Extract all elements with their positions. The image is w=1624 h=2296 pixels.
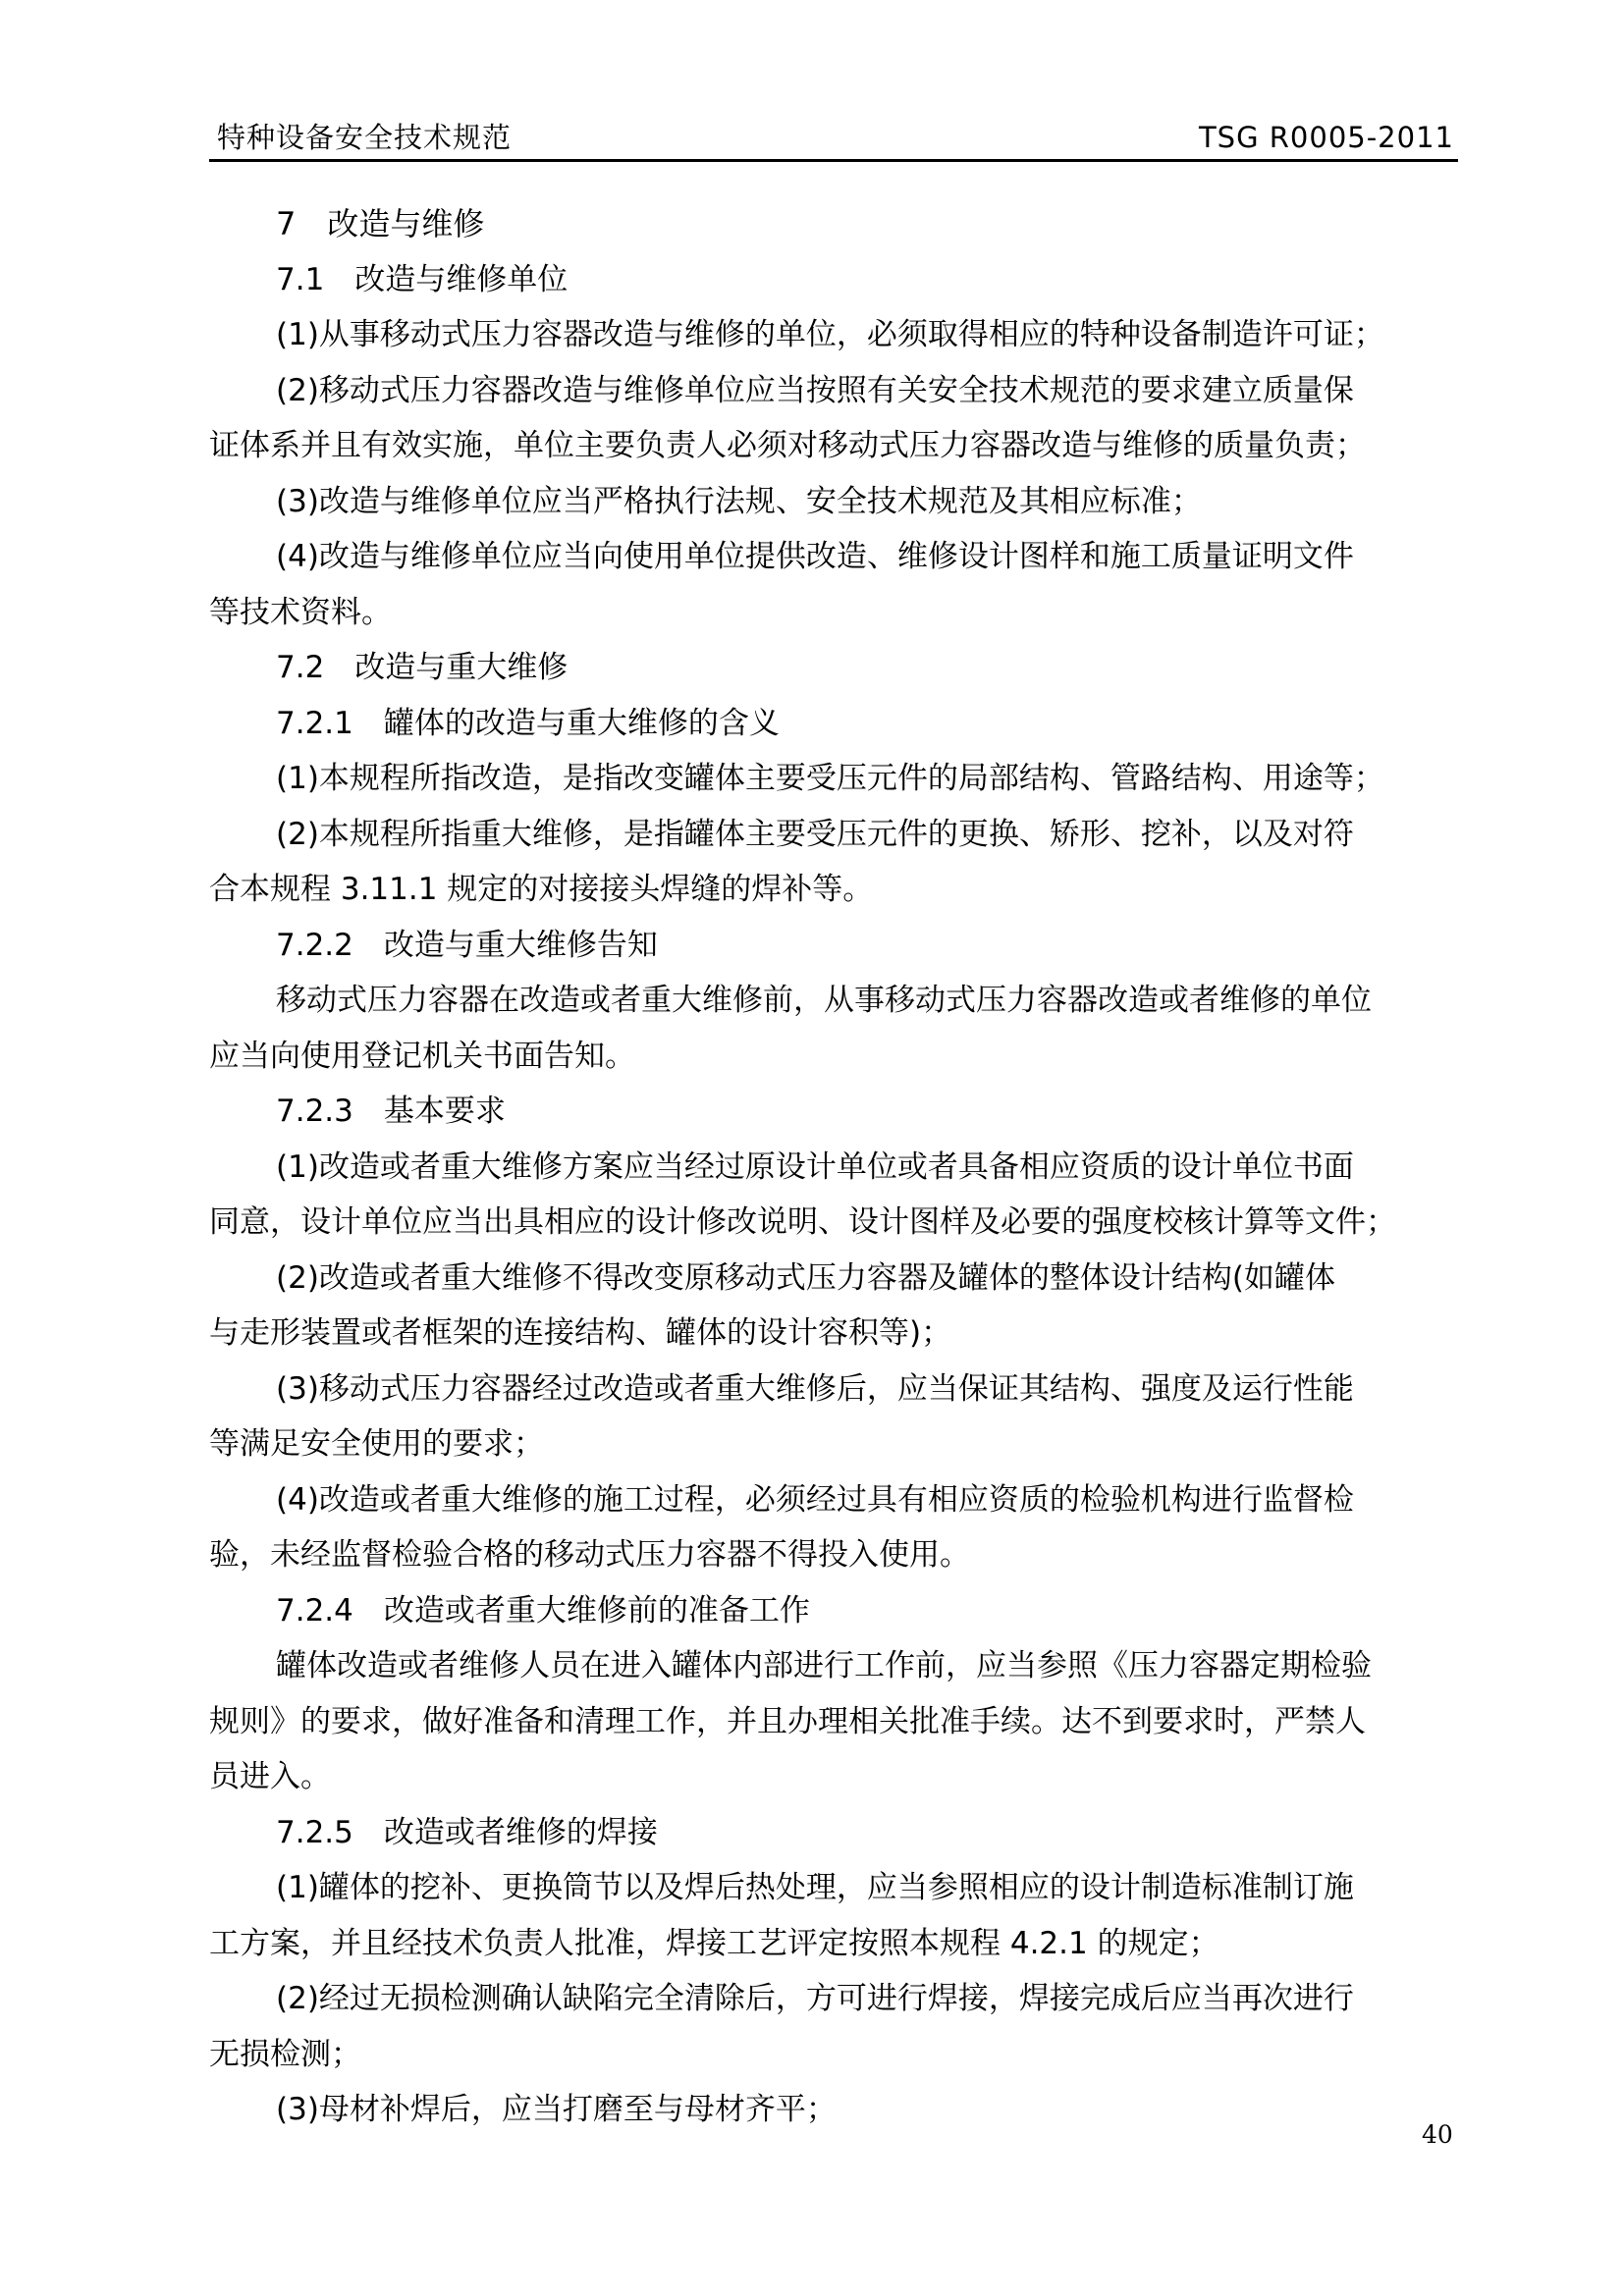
subsubsection-heading: 7.2.4 改造或者重大维修前的准备工作 (276, 1592, 810, 1629)
paragraph-line: (1)罐体的挖补、更换筒节以及焊后热处理，应当参照相应的设计制造标准制订施 (276, 1870, 1354, 1905)
subsubsection-heading: 7.2.1 罐体的改造与重大维修的含义 (276, 705, 780, 741)
paragraph-line: (3)改造与维修单位应当严格执行法规、安全技术规范及其相应标准； (276, 483, 1202, 519)
paragraph-line: (4)改造与维修单位应当向使用单位提供改造、维修设计图样和施工质量证明文件 (276, 539, 1354, 574)
section-heading: 7 改造与维修 (276, 205, 485, 242)
paragraph-line: 同意，设计单位应当出具相应的设计修改说明、设计图样及必要的强度校核计算等文件； (209, 1204, 1396, 1240)
paragraph-line: 等满足安全使用的要求； (209, 1426, 544, 1462)
subsubsection-heading: 7.2.5 改造或者维修的焊接 (276, 1814, 658, 1850)
paragraph-line: (2)经过无损检测确认缺陷完全清除后，方可进行焊接，焊接完成后应当再次进行 (276, 1981, 1354, 2016)
document-body (209, 196, 1458, 2138)
paragraph-line: (4)改造或者重大维修的施工过程，必须经过具有相应资质的检验机构进行监督检 (276, 1481, 1354, 1518)
paragraph-line: 等技术资料。 (209, 594, 392, 630)
header-title: 特种设备安全技术规范 (217, 121, 513, 154)
paragraph-line: 与走形装置或者框架的连接结构、罐体的设计容积等)； (209, 1315, 952, 1351)
header-code: TSG R0005-2011 (1198, 121, 1454, 154)
subsubsection-heading: 7.2.2 改造与重大维修告知 (276, 927, 658, 963)
paragraph-line: (2)本规程所指重大维修，是指罐体主要受压元件的更换、矫形、挖补，以及对符 (276, 816, 1354, 852)
paragraph-line: (1)本规程所指改造，是指改变罐体主要受压元件的局部结构、管路结构、用途等； (276, 761, 1384, 796)
paragraph-line: (3)母材补焊后，应当打磨至与母材齐平； (276, 2092, 837, 2127)
paragraph-line: (1)从事移动式压力容器改造与维修的单位，必须取得相应的特种设备制造许可证； (276, 317, 1384, 352)
subsection-heading: 7.1 改造与维修单位 (276, 261, 568, 297)
paragraph-line: (2)移动式压力容器改造与维修单位应当按照有关安全技术规范的要求建立质量保 (276, 372, 1354, 408)
page-number: 40 (1422, 2120, 1453, 2149)
paragraph-line: 罐体改造或者维修人员在进入罐体内部进行工作前，应当参照《压力容器定期检验 (276, 1648, 1372, 1683)
page-header (209, 116, 1458, 162)
paragraph-line: 无损检测； (209, 2036, 361, 2072)
paragraph-line: 工方案，并且经技术负责人批准，焊接工艺评定按照本规程 4.2.1 的规定； (209, 1925, 1219, 1961)
paragraph-line: 验，未经监督检验合格的移动式压力容器不得投入使用。 (209, 1537, 970, 1573)
paragraph-line: 规则》的要求，做好准备和清理工作，并且办理相关批准手续。达不到要求时，严禁人 (209, 1703, 1366, 1739)
paragraph-line: (1)改造或者重大维修方案应当经过原设计单位或者具备相应资质的设计单位书面 (276, 1148, 1354, 1185)
paragraph-line: 证体系并且有效实施，单位主要负责人必须对移动式压力容器改造与维修的质量负责； (209, 428, 1366, 463)
paragraph-line: 移动式压力容器在改造或者重大维修前，从事移动式压力容器改造或者维修的单位 (276, 983, 1372, 1018)
paragraph-line: 合本规程 3.11.1 规定的对接接头焊缝的焊补等。 (209, 872, 874, 907)
paragraph-line: (2)改造或者重大维修不得改变原移动式压力容器及罐体的整体设计结构(如罐体 (276, 1259, 1336, 1296)
subsection-heading: 7.2 改造与重大维修 (276, 650, 568, 685)
subsubsection-heading: 7.2.3 基本要求 (276, 1094, 506, 1129)
paragraph-line: 应当向使用登记机关书面告知。 (209, 1038, 635, 1074)
paragraph-line: (3)移动式压力容器经过改造或者重大维修后，应当保证其结构、强度及运行性能 (276, 1370, 1354, 1407)
paragraph-line: 员进入。 (209, 1759, 331, 1794)
